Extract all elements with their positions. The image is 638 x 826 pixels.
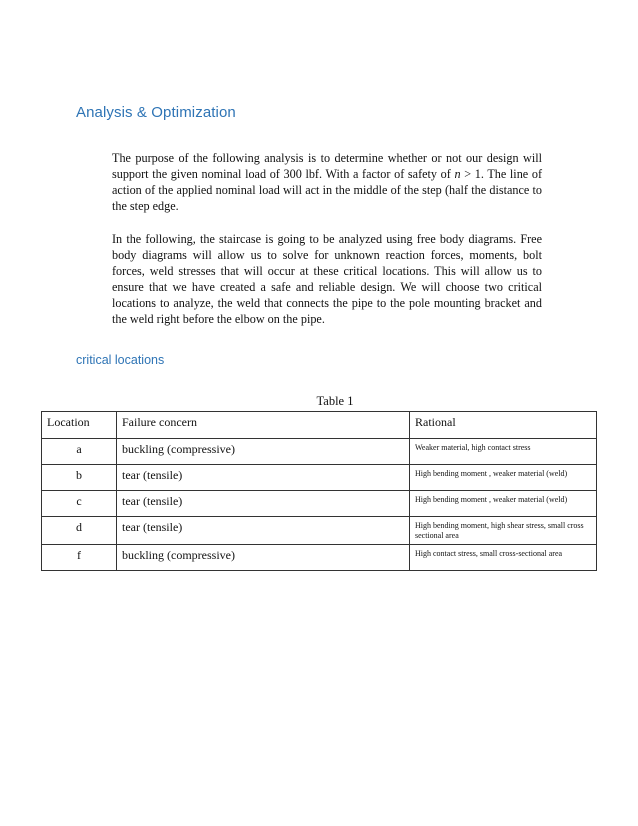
header-failure-concern: Failure concern — [117, 412, 410, 439]
table-row — [42, 465, 597, 491]
table-caption: Table 1 — [316, 394, 354, 408]
analysis-paragraph: In the following, the staircase is going to be analyzed using free body diagrams. Free body diagrams will allow us to solve for unknown reaction forces, moments, bolt forces, weld stresses that will occur at these critical locations. This will allow us to ensure that we have created a safe and reliable design. We will choose two critical locations to analyze, the weld that connects the pipe to the pole mounting bracket and the weld right before the elbow on the pipe. — [112, 232, 542, 326]
table-header-row — [42, 412, 597, 439]
cell-failure-concern: tear (tensile) — [117, 465, 410, 491]
cell-rational: Weaker material, high contact stress — [410, 439, 597, 465]
intro-text-end: > 1. The line of action of the applied nominal load will act in the middle of the step (half the distance to the step edge. — [112, 167, 542, 213]
cell-failure-concern: buckling (compressive) — [117, 439, 410, 465]
safety-factor-variable: n — [454, 167, 461, 181]
intro-text-start: The purpose of the following analysis is to determine whether or not our design will support the given nominal load of 300 lbf. With a factor of safety of — [112, 151, 542, 181]
cell-location: f — [42, 545, 117, 571]
table-row — [42, 545, 597, 571]
header-location: Location — [42, 412, 117, 439]
table-row — [42, 439, 597, 465]
cell-failure-concern: tear (tensile) — [117, 517, 410, 545]
critical-locations-table — [41, 411, 597, 571]
cell-rational: High bending moment , weaker material (weld) — [410, 491, 597, 517]
intro-paragraph — [112, 150, 542, 214]
header-rational: Rational — [410, 412, 597, 439]
cell-location: d — [42, 517, 117, 545]
table-row — [42, 517, 597, 545]
cell-failure-concern: buckling (compressive) — [117, 545, 410, 571]
subsection-heading: critical locations — [76, 353, 165, 367]
section-heading: Analysis & Optimization — [76, 104, 236, 121]
cell-rational: High contact stress, small cross-sectional area — [410, 545, 597, 571]
cell-location: c — [42, 491, 117, 517]
table-row — [42, 491, 597, 517]
cell-failure-concern: tear (tensile) — [117, 491, 410, 517]
cell-rational: High bending moment , weaker material (weld) — [410, 465, 597, 491]
cell-rational: High bending moment, high shear stress, small cross sectional area — [410, 517, 597, 545]
cell-location: a — [42, 439, 117, 465]
cell-location: b — [42, 465, 117, 491]
